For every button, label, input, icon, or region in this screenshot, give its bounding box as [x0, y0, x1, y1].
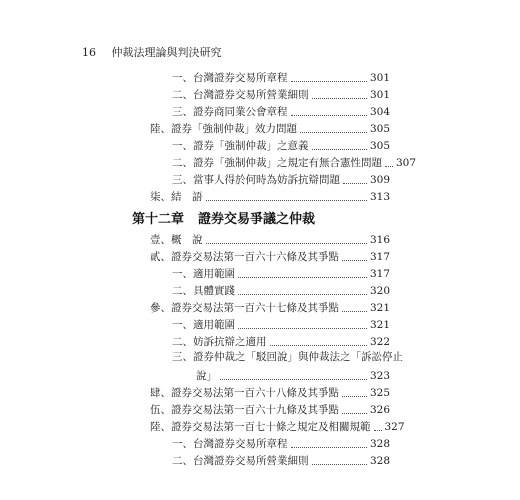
toc-entry-page: 326: [369, 404, 390, 416]
toc-entry-page: 305: [369, 140, 390, 152]
toc-entry-title: 三、當事人得於何時為妨訴抗辯問題: [172, 174, 340, 186]
leader-dots: [385, 166, 393, 167]
toc-entry: [150, 231, 390, 247]
leader-dots: [220, 379, 367, 380]
toc-entry-title: 伍、證券交易法第一百六十九條及其爭點: [150, 404, 339, 416]
leader-dots: [342, 260, 367, 261]
toc-entry: [172, 316, 390, 332]
leader-dots: [343, 183, 367, 184]
toc-entry-title: 陸、證券「強制仲裁」效力問題: [150, 123, 297, 135]
toc-entry-title: 一、證券「強制仲裁」之意義: [172, 140, 309, 152]
toc-entry-title: 三、證券商同業公會章程: [172, 106, 288, 118]
leader-dots: [342, 413, 367, 414]
leader-dots: [291, 115, 367, 116]
leader-dots: [291, 447, 367, 448]
chapter-title: 證券交易爭議之仲裁: [198, 212, 316, 227]
leader-dots: [270, 345, 367, 346]
toc-entry: [150, 384, 390, 400]
toc-entry: [172, 171, 390, 187]
toc-entry-page: 317: [369, 268, 390, 280]
toc-entry-page: 321: [369, 319, 390, 331]
leader-dots: [238, 294, 367, 295]
toc-entry-title: 一、台灣證券交易所章程: [172, 72, 288, 84]
toc-entry-page: 316: [369, 234, 390, 246]
leader-dots: [342, 396, 367, 397]
toc-entry: [150, 401, 390, 417]
toc-entry-page: 317: [369, 251, 390, 263]
toc-entry-title: 一、台灣證券交易所章程: [172, 438, 288, 450]
toc-entry-title: 二、證券「強制仲裁」之規定有無合憲性問題: [172, 157, 382, 169]
toc-entry: [172, 435, 390, 451]
toc-entry: [150, 188, 390, 204]
toc-entry: [150, 299, 390, 315]
toc-entry: [172, 265, 390, 281]
toc-entry: [172, 452, 390, 468]
toc-entry-title: 壹、概 說: [150, 234, 203, 246]
toc-entry: [172, 103, 390, 119]
leader-dots: [238, 328, 367, 329]
leader-dots: [291, 81, 367, 82]
toc-entry-continuation: [196, 367, 390, 383]
toc-entry-title: 二、台灣證券交易所營業細則: [172, 89, 309, 101]
toc-entry: [150, 120, 390, 136]
toc-entry: [172, 86, 390, 102]
toc-entry-page: 327: [384, 421, 405, 433]
toc-entry: [172, 333, 390, 349]
toc-entry: [172, 137, 390, 153]
toc-entry-title: 柒、結 語: [150, 191, 203, 203]
toc-entry-page: 328: [369, 455, 390, 467]
leader-dots: [300, 132, 367, 133]
toc-entry-page: 325: [369, 387, 390, 399]
toc-entry-title: 二、妨訴抗辯之適用: [172, 336, 267, 348]
toc-entry-page: 323: [369, 370, 390, 382]
leader-dots: [312, 464, 367, 465]
toc-entry-page: 307: [396, 157, 417, 169]
leader-dots: [312, 149, 367, 150]
toc-entry-title: 二、具體實踐: [172, 285, 235, 297]
toc-entry-page: 304: [369, 106, 390, 118]
toc-entry-page: 322: [369, 336, 390, 348]
leader-dots: [206, 200, 367, 201]
leader-dots: [312, 98, 367, 99]
toc-entry-page: 301: [369, 72, 390, 84]
toc-entry: [172, 282, 390, 298]
toc-entry: [150, 418, 405, 434]
toc-entry-page: 328: [369, 438, 390, 450]
toc-entry-title: 肆、證券交易法第一百六十八條及其爭點: [150, 387, 339, 399]
toc-entry-page: 313: [369, 191, 390, 203]
toc-entry-title: 一、適用範圍: [172, 319, 235, 331]
chapter-heading: [132, 208, 315, 227]
leader-dots: [374, 430, 382, 431]
toc-entry: [172, 154, 417, 170]
toc-entry-title: 貳、證券交易法第一百六十六條及其爭點: [150, 251, 339, 263]
book-title: 仲裁法理論與判決研究: [111, 46, 222, 59]
toc-entry-title: 說」: [196, 370, 217, 382]
toc-entry-title: 二、台灣證券交易所營業細則: [172, 455, 309, 467]
toc-entry: [172, 69, 390, 85]
leader-dots: [342, 311, 367, 312]
toc-entry-page: 321: [369, 302, 390, 314]
toc-entry-page: 320: [369, 285, 390, 297]
toc-entry-page: 301: [369, 89, 390, 101]
toc-entry-page: 309: [369, 174, 390, 186]
toc-entry-title: 三、證券仲裁之「駁回說」與仲裁法之「訴訟停止: [172, 351, 403, 363]
chapter-number: 第十二章: [132, 212, 185, 227]
toc-entry-page: 305: [369, 123, 390, 135]
toc-entry-title: 陸、證券交易法第一百七十條之規定及相關規範: [150, 421, 371, 433]
page-number: 16: [82, 46, 96, 59]
toc-entry-wrapped-first-line: [172, 350, 403, 366]
toc-entry: [150, 248, 390, 264]
toc-entry-title: 一、適用範圍: [172, 268, 235, 280]
leader-dots: [238, 277, 367, 278]
leader-dots: [206, 243, 367, 244]
running-header: [82, 44, 382, 60]
toc-entry-title: 參、證券交易法第一百六十七條及其爭點: [150, 302, 339, 314]
